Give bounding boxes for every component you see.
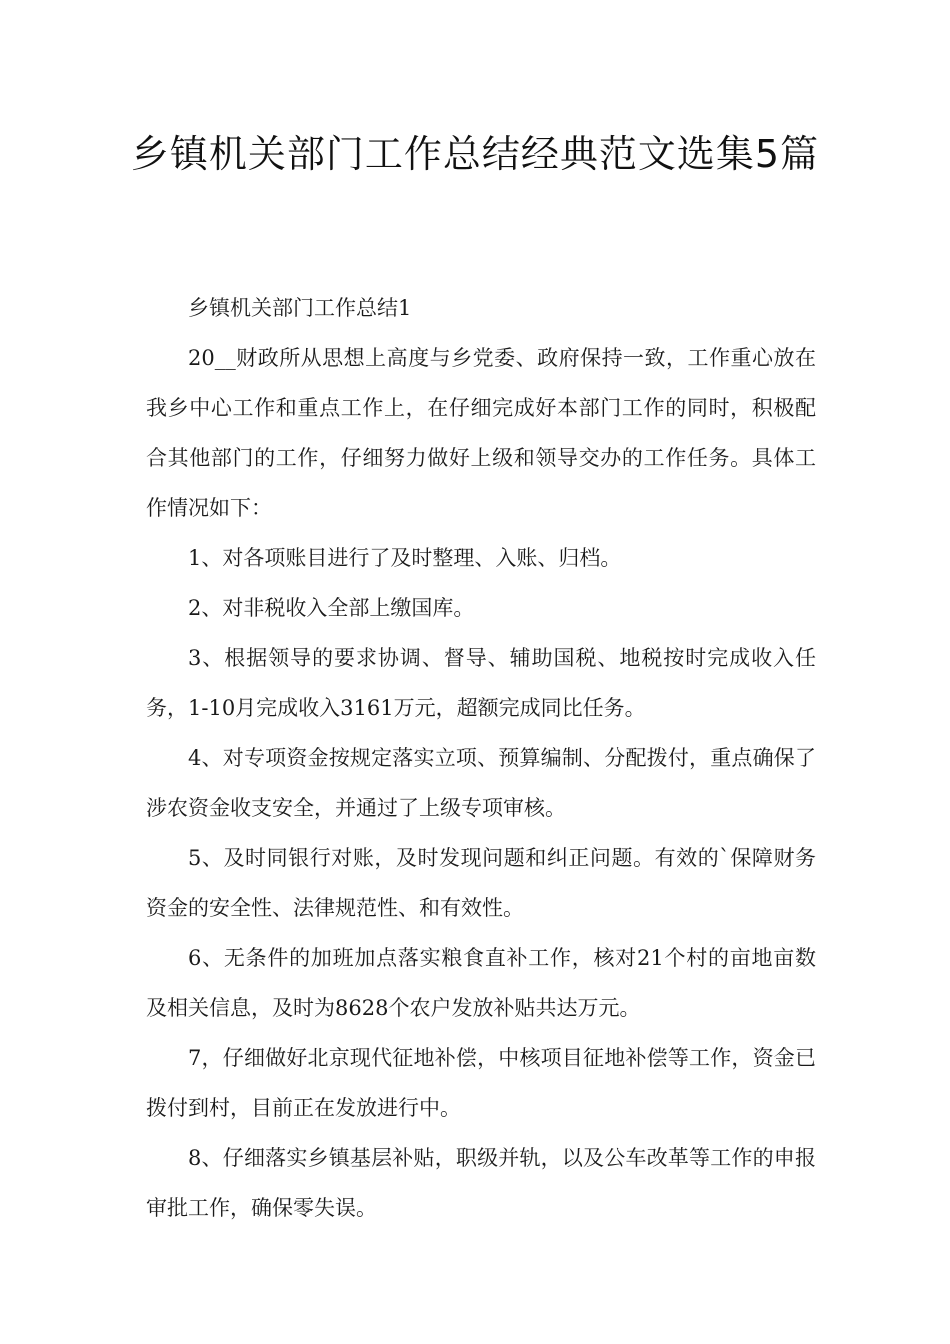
list-item: 1、对各项账目进行了及时整理、入账、归档。 [188,546,622,570]
list-item: 7，仔细做好北京现代征地补偿，中核项目征地补偿等工作，资金已拨付到村，目前正在发放进行中。 [146,1046,816,1120]
list-item: 5、及时同银行对账，及时发现问题和纠正问题。有效的`保障财务资金的安全性、法律规范性、和有效性。 [146,846,816,920]
intro-paragraph: 20__财政所从思想上高度与乡党委、政府保持一致，工作重心放在我乡中心工作和重点工作上，在仔细完成好本部门工作的同时，积极配合其他部门的工作，仔细努力做好上级和领导交办的工作任务。具体工作情况如下： [146,346,816,520]
list-item: 4、对专项资金按规定落实立项、预算编制、分配拨付，重点确保了涉农资金收支安全，并通过了上级专项审核。 [146,746,816,820]
list-item: 6、无条件的加班加点落实粮食直补工作，核对21个村的亩地亩数及相关信息，及时为8628个农户发放补贴共达万元。 [146,946,816,1020]
list-item: 2、对非税收入全部上缴国库。 [188,596,475,620]
list-item: 3、根据领导的要求协调、督导、辅助国税、地税按时完成收入任务，1-10月完成收入3161万元，超额完成同比任务。 [146,646,816,720]
section-heading: 乡镇机关部门工作总结1 [188,296,412,320]
list-item: 8、仔细落实乡镇基层补贴，职级并轨，以及公车改革等工作的申报审批工作，确保零失误。 [146,1146,816,1220]
document-title: 乡镇机关部门工作总结经典范文选集5篇 [130,132,820,176]
document-body [146,283,816,1233]
